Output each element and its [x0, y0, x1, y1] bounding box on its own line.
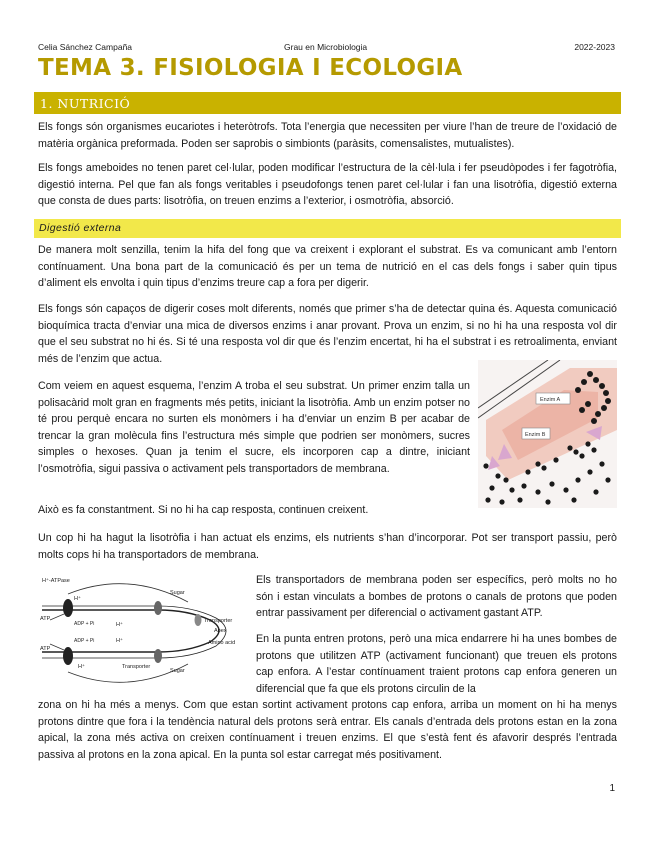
header-course: Grau en Microbiologia [284, 42, 368, 52]
paragraph-protons-part2: zona on hi ha més a menys. Com que estan sortint activament protons cap enfora, arriba un moment on hi ha menys protons dintre que fora i la tendència natural dels protons serà entrar. Els canals d’entrada dels protons estan en la zona apical, la zona més activa on creixen contínuament i treuen enzims. El que s’està fent és afavorir després l’entrada passiva al protons en la zona apical. En la punta sol estar carregat més positivament. [38, 699, 617, 761]
paragraph-transport: Un cop hi ha hagut la lisotròfia i han actuat els enzims, els nutrients s’han d’incorporar. Pot ser transport passiu, però molts cops hi ha transportadors de membrana. [38, 532, 617, 561]
paragraph-hypha: De manera molt senzilla, tenim la hifa del fong que va creixent i explorant el substrat. Es va comunicant amb l’entorn contínuament. Una bona part de la comunicació és per un tema de nutrició en el cas dels fongs i saber quin tipus d’aliment els envolta i quin tipus d’enzims treure cap a fora per digerir. [38, 244, 617, 289]
atp-label-bottom: ATP [40, 646, 51, 652]
transporter-label-top: Transporter [204, 618, 233, 624]
transport-diagram-svg [38, 572, 252, 692]
enzyme-diagram-svg [478, 360, 617, 508]
subsection-heading-bar [34, 219, 621, 238]
proton-label: H⁺ [78, 664, 85, 670]
sugar-label-top: Sugar [170, 590, 185, 596]
paragraph-ameboid: Els fongs ameboides no tenen paret cel·lular, poden modificar l’estructura de la cèl·lula i fer pseudòpodes i fer fagotròfia, digestió interna. Pel que fan als fongs veritables i pseudofongs tenen paret cel·lular i fan una lisotròfia, digestió externa que consta de dues parts: lisotròfia, on treuen enzims a l’exterior, i osmotròfia, absorció. [38, 162, 617, 207]
adp-label-top: ADP + Pi [74, 621, 95, 627]
transport-diagram [38, 572, 252, 692]
header-year: 2022-2023 [574, 42, 615, 52]
h-atpase-label: H⁺-ATPase [42, 578, 70, 584]
paragraph-protons-part1: En la punta entren protons, però una mica endarrere hi ha unes bombes de protons que utilitzen ATP (activament funcionant) que treuen els protons cap enfora. A l’estar contínuament traient protons cap enfora generen un diferencial que fa que els protons circulin de la [256, 633, 617, 695]
amino-acid-label: Amino acid [208, 640, 236, 646]
proton-label: H⁺ [74, 596, 81, 602]
channel-icon [195, 614, 202, 626]
paragraph-scheme: Com veiem en aquest esquema, l’enzim A troba el seu substrat. Un primer enzim talla un polisacàrid molt gran en fragments més petits, iniciant la lisotròfia. Amb un enzim potser no té prou perquè encara no surten els monòmers i ha d’enviar un enzim B per acabar de trencar la gran molècula fins l’estructura més simple que podrien ser monòmers, sucres simples o hexoses. Quan ja tenim el sucre, els incorporen cap a dintre, iniciant l’osmotròfia, sigui passiva o activament pels transportadors de membrana. [38, 380, 470, 475]
proton-pump-icon [63, 599, 73, 617]
proton-pump-icon [63, 647, 73, 665]
paragraph-detection: Els fongs són capaços de digerir coses molt diferents, només que primer s’ha de detectar quina és. Aquesta comunicació bioquímica tracta d’enviar una mica de diversos enzims i anar provant. Prova un enzim, si no hi ha una resposta vol dir que el seu substrat no hi és. Si té una resposta vol dir que és l’enzim encertat, hi ha el substrat i es retroalimenta, enviant més de l’enzim que actua. [38, 303, 617, 365]
page-title: TEMA 3. FISIOLOGIA I ECOLOGIA [38, 55, 463, 81]
section-heading-bar [34, 92, 621, 114]
transporter-label-bottom: Transporter [122, 664, 151, 670]
enzyme-b-label: Enzim B [525, 432, 546, 438]
transporter-icon [154, 601, 162, 615]
enzyme-diagram [478, 360, 617, 508]
header-author: Celia Sánchez Campaña [38, 42, 133, 52]
atp-label-top: ATP [40, 616, 51, 622]
proton-label: H⁺ [116, 638, 123, 644]
sugar-label-bottom: Sugar [170, 668, 185, 674]
adp-label-bottom: ADP + Pi [74, 638, 95, 644]
apex-label: Apex [214, 628, 227, 634]
transporter-icon [154, 649, 162, 663]
paragraph-intro: Els fongs són organismes eucariotes i heteròtrofs. Tota l’energia que necessiten per viure l’han de treure de l’oxidació de matèria orgànica preformada. Poden ser saprobis o simbionts (paràsits, comensalistes, mutualistes). [38, 121, 617, 150]
paragraph-constant: Això es fa constantment. Si no hi ha cap resposta, continuen creixent. [38, 504, 369, 516]
enzyme-a-label: Enzim A [540, 397, 561, 403]
section-heading: 1. NUTRICIÓ [40, 96, 131, 111]
proton-label: H⁺ [116, 622, 123, 628]
subsection-heading: Digestió externa [39, 222, 122, 234]
page-number: 1 [609, 783, 615, 794]
paragraph-transporters: Els transportadors de membrana poden ser específics, però molts no ho són i estan vinculats a bombes de protons o canals de protons que poden entrar passivament per diferencial o activament gastant ATP. [256, 574, 617, 619]
